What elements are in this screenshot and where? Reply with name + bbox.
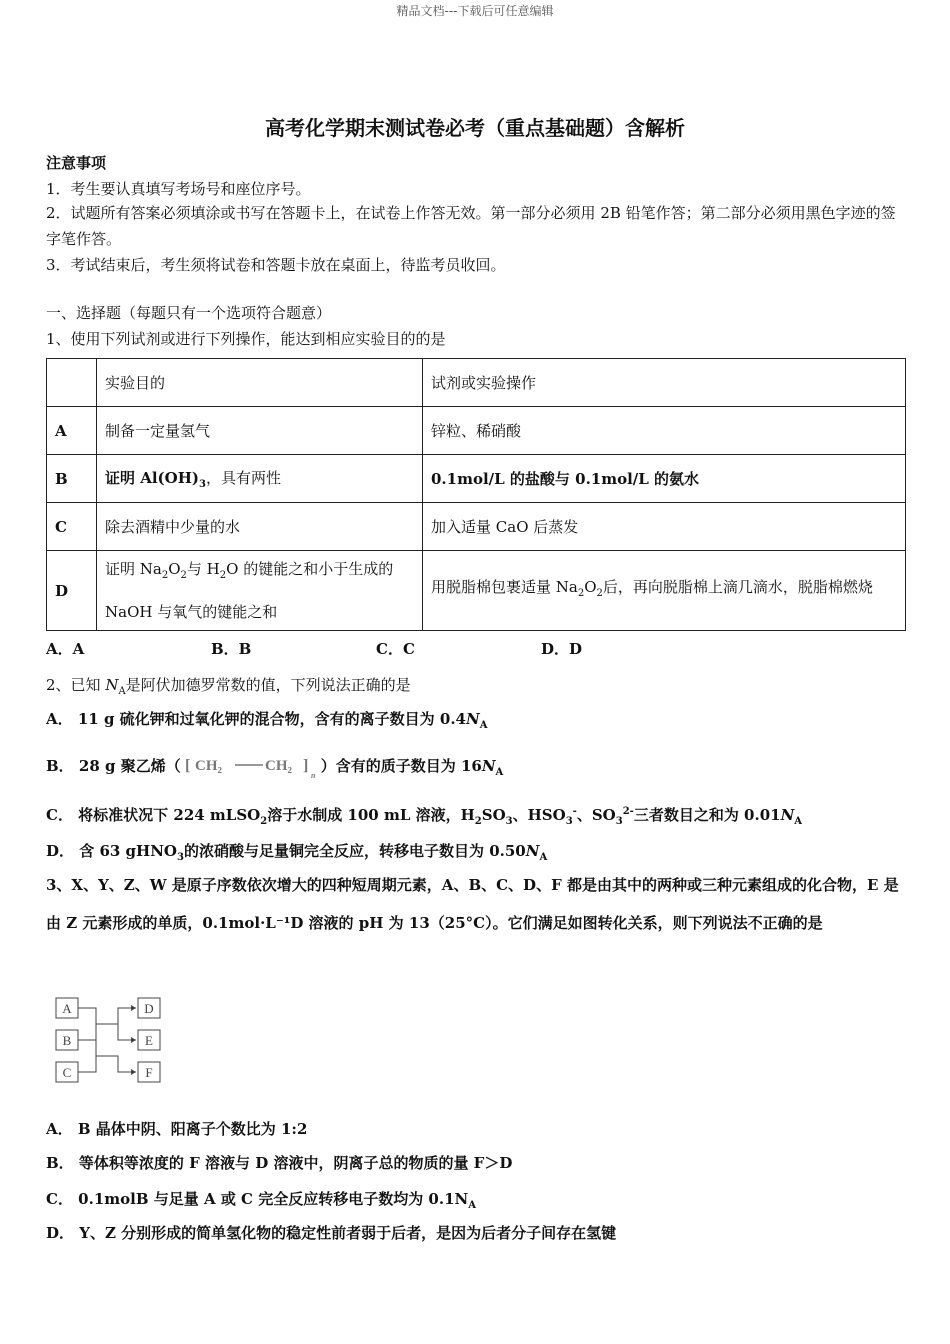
q2-option-c[interactable]: C． 将标准状况下 224 mLSO$_2$溶于水制成 100 mL 溶液，$H_2SO_3$、$HSO_3^-$、$SO_3^{2-}$三者数目之和为 $0.01N_A$ (46, 806, 803, 827)
row-reagent: 加入适量 CaO 后蒸发 (423, 503, 906, 551)
table-row (47, 455, 906, 503)
choice-b[interactable]: B．B (211, 640, 252, 658)
watermark: 精品文档---下载后可任意编辑 (396, 4, 554, 18)
row-purpose: 证明 $Al(OH)_3$，具有两性 (97, 455, 423, 503)
q2-stem: 2、已知 $N_A$是阿伏加德罗常数的值，下列说法正确的是 (46, 676, 411, 697)
row-key: C (47, 503, 97, 551)
choice-c[interactable]: C．C (376, 640, 415, 658)
q1-choices (46, 638, 706, 659)
node-label: C (62, 1065, 72, 1080)
choice-a[interactable]: A．A (46, 640, 85, 658)
notice-heading: 注意事项 (46, 154, 107, 172)
q2-option-a[interactable]: A． 11 g 硫化钾和过氧化钾的混合物，含有的离子数目为 $0.4N_A$ (46, 710, 488, 731)
svg-text:n: n (310, 771, 316, 780)
row-reagent: 0.1mol/L 的盐酸与 0.1mol/L 的氨水 (423, 455, 906, 503)
node-label: A (62, 1001, 72, 1016)
svg-text:]: ] (302, 757, 309, 774)
section-heading: 一、选择题（每题只有一个选项符合题意） (46, 304, 332, 322)
choice-d[interactable]: D．D (541, 640, 583, 658)
row-key: B (47, 455, 97, 503)
q2-option-d[interactable]: D． 含 63 gHNO$_3$的浓硝酸与足量铜完全反应，转移电子数目为 $0.50N_A$ (46, 842, 548, 863)
table-header-cell: 试剂或实验操作 (423, 359, 906, 407)
table-header-cell: 实验目的 (97, 359, 423, 407)
row-key: D (47, 551, 97, 631)
svg-text:CH₂: CH₂ (264, 758, 292, 774)
polyethylene-formula-icon (181, 752, 321, 782)
q1-table (46, 358, 906, 631)
row-reagent: 锌粒、稀硝酸 (423, 407, 906, 455)
q3-option-b[interactable]: B． 等体积等浓度的 F 溶液与 D 溶液中，阴离子总的物质的量 F＞D (46, 1154, 513, 1172)
table-header-row (47, 359, 906, 407)
row-purpose: 制备一定量氢气 (97, 407, 423, 455)
table-row (47, 551, 906, 631)
q3-option-c[interactable]: C． 0.1molB 与足量 A 或 C 完全反应转移电子数均为 $0.1N_A$ (46, 1190, 476, 1211)
q3-option-d[interactable]: D． Y、Z 分别形成的简单氢化物的稳定性前者弱于后者，是因为后者分子间存在氢键 (46, 1224, 617, 1242)
node-label: E (145, 1033, 153, 1048)
svg-text:[: [ (184, 757, 191, 774)
notice-item-1: 1．考生要认真填写考场号和座位序号。 (46, 180, 311, 198)
row-purpose: 除去酒精中少量的水 (97, 503, 423, 551)
node-label: F (145, 1065, 153, 1080)
q1-stem: 1、使用下列试剂或进行下列操作，能达到相应实验目的的是 (46, 330, 446, 348)
notice-item-2: 2．试题所有答案必须填涂或书写在答题卡上，在试卷上作答无效。第一部分必须用 2B 铅笔作答；第二部分必须用黑色字迹的签字笔作答。 (46, 204, 896, 248)
table-row (47, 503, 906, 551)
table-header-cell (47, 359, 97, 407)
table-row (47, 407, 906, 455)
q3-diagram (54, 994, 166, 1086)
page-title: 高考化学期末测试卷必考（重点基础题）含解析 (265, 116, 685, 140)
q2-option-b[interactable]: B． 28 g 聚乙烯（ [ CH₂ CH₂ ] n ）含有的质子数目为 $16N_A$ (46, 752, 503, 782)
row-reagent: 用脱脂棉包裹适量 $Na_2O_2$后，再向脱脂棉上滴几滴水，脱脂棉燃烧 (423, 551, 906, 631)
q3-option-a[interactable]: A． B 晶体中阴、阳离子个数比为 1:2 (46, 1120, 308, 1138)
q3-stem: 3、X、Y、Z、W 是原子序数依次增大的四种短周期元素，A、B、C、D、F 都是由其中的两种或三种元素组成的化合物，E 是由 Z 元素形成的单质，0.1mol·L⁻¹D 溶液的 pH 为 13（25°C）。它们满足如图转化关系，则下列说法不正确的是 (46, 876, 899, 932)
row-purpose: 证明 $Na_2O_2$与 $H_2O$ 的键能之和小于生成的 NaOH 与氧气的键能之和 (97, 551, 423, 631)
node-label: B (62, 1033, 72, 1048)
node-label: D (144, 1001, 154, 1016)
svg-text:CH₂: CH₂ (194, 758, 222, 774)
notice-item-3: 3．考试结束后，考生须将试卷和答题卡放在桌面上，待监考员收回。 (46, 256, 506, 274)
row-key: A (47, 407, 97, 455)
